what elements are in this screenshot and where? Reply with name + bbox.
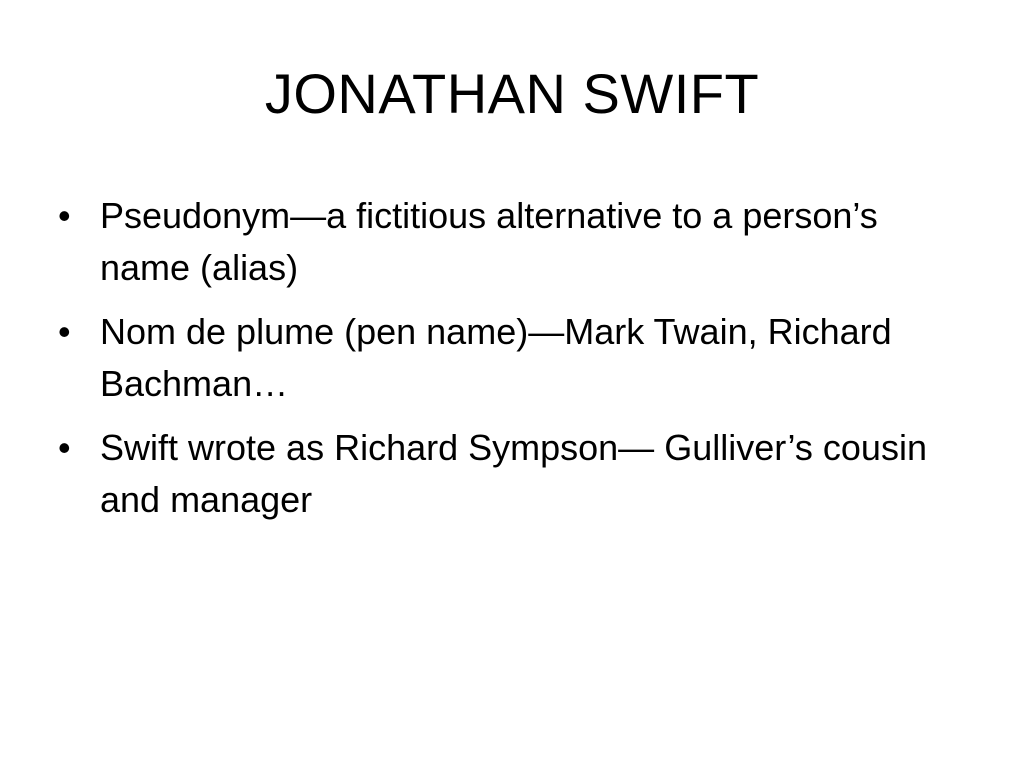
bullet-item	[58, 190, 958, 294]
bullet-list	[58, 190, 958, 538]
bullet-icon: •	[58, 195, 71, 236]
bullet-icon: •	[58, 311, 71, 352]
bullet-item	[58, 306, 958, 410]
slide-title: JONATHAN SWIFT	[264, 62, 760, 125]
bullet-text: Nom de plume (pen name)—Mark Twain, Richard Bachman…	[100, 311, 892, 404]
bullet-icon: •	[58, 427, 71, 468]
bullet-text: Pseudonym—a fictitious alternative to a person’s name (alias)	[100, 195, 878, 288]
bullet-text: Swift wrote as Richard Sympson— Gulliver’s cousin and manager	[100, 427, 927, 520]
bullet-item	[58, 422, 958, 526]
